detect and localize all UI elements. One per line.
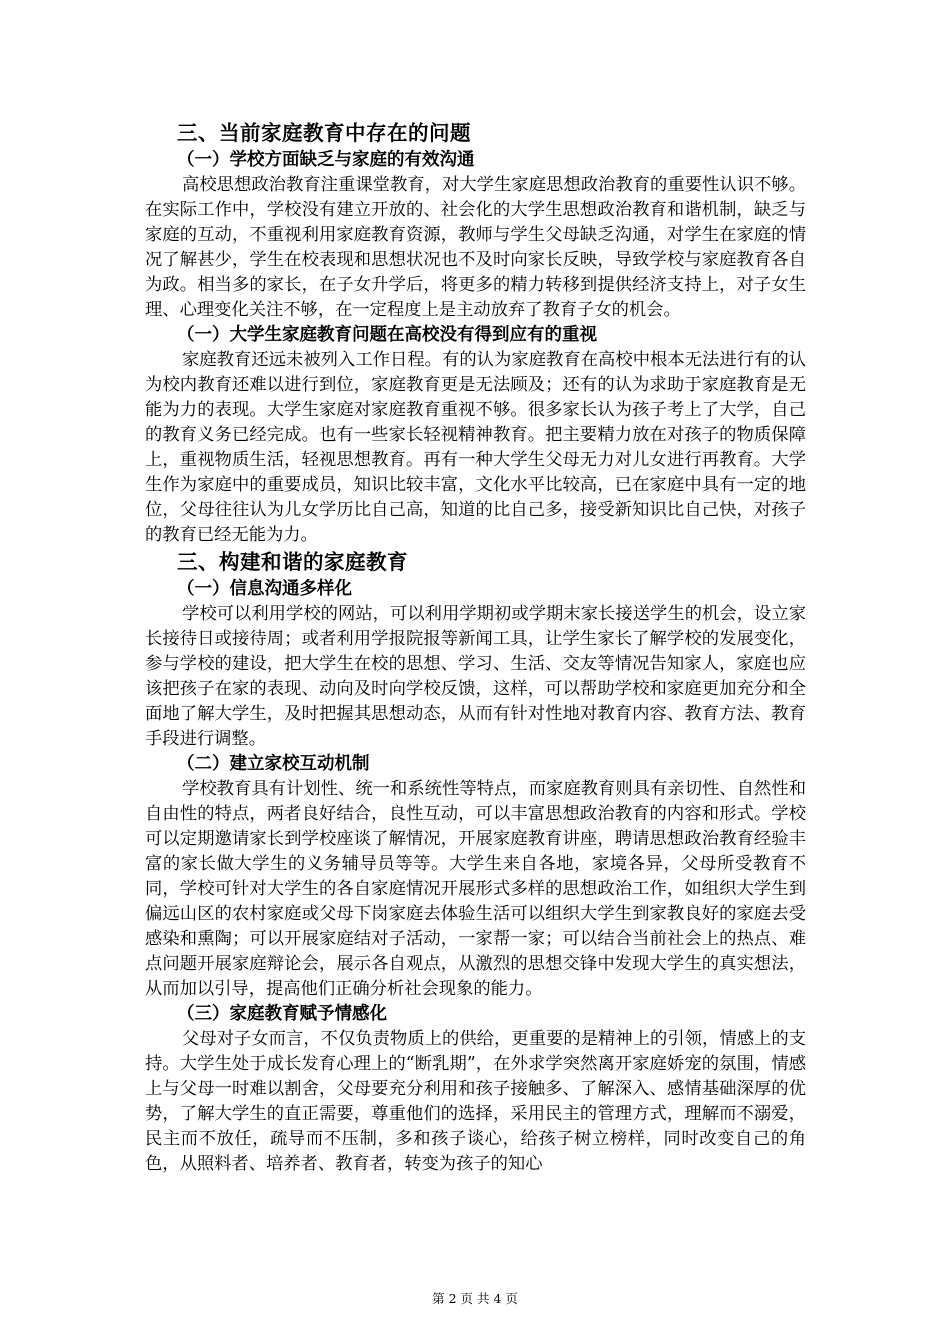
paragraph: 学校可以利用学校的网站，可以利用学期初或学期末家长接送学生的机会，设立家长接待日或接待周；或者利用学报院报等新闻工具，让学生家长了解学校的发展变化，参与学校的建设，把大学生在校的思想、学习、生活、交友等情况告知家人，家庭也应该把孩子在家的表现、动向及时向学校反馈，这样，可以帮助学校和家庭更加充分和全面地了解大学生，及时把握其思想动态，从而有针对性地对教育内容、教育方法、教育手段进行调整。 — [145, 604, 806, 749]
subsection-heading: （一）大学生家庭教育问题在高校没有得到应有的重视 — [177, 325, 597, 345]
subsection-heading: （三）家庭教育赋予情感化 — [177, 1004, 387, 1024]
subsection-heading: （二）建立家校互动机制 — [177, 754, 370, 774]
paragraph: 父母对子女而言，不仅负责物质上的供给，更重要的是精神上的引领，情感上的支持。大学生处于成长发育心理上的“断乳期”，在外求学突然离开家庭娇宠的氛围，情感上与父母一时难以割舍，父母要充分利用和孩子接触多、了解深入、感情基础深厚的优势，了解大学生的直正需要，尊重他们的选择，采用民主的管理方式，理解而不溺爱，民主而不放任，疏导而不压制，多和孩子谈心，给孩子树立榜样，同时改变自己的角色，从照料者、培养者、教育者，转变为孩子的知心 — [145, 1029, 806, 1174]
subsection-heading: （一）信息沟通多样化 — [177, 579, 352, 599]
section-heading: 三、构建和谐的家庭教育 — [177, 550, 408, 574]
paragraph: 学校教育具有计划性、统一和系统性等特点，而家庭教育则具有亲切性、自然性和自由性的特点，两者良好结合，良性互动，可以丰富思想政治教育的内容和形式。学校可以定期邀请家长到学校座谈了解情况，开展家庭教育讲座，聘请思想政治教育经验丰富的家长做大学生的义务辅导员等等。大学生来自各地，家境各异，父母所受教育不同，学校可针对大学生的各自家庭情况开展形式多样的思想政治工作，如组织大学生到偏远山区的农村家庭或父母下岗家庭去体验生活可以组织大学生到家教良好的家庭去受感染和熏陶；可以开展家庭结对子活动，一家帮一家；可以结合当前社会上的热点、难点问题开展家庭辩论会，展示各自观点，从激烈的思想交锋中发现大学生的真实想法，从而加以引导，提高他们正确分析社会现象的能力。 — [145, 779, 806, 999]
page-number-footer: 第 2 页 共 4 页 — [432, 1291, 518, 1306]
subsection-heading: （一）学校方面缺乏与家庭的有效沟通 — [177, 150, 475, 170]
document-body — [145, 119, 806, 1177]
paragraph: 家庭教育还远未被列入工作日程。有的认为家庭教育在高校中根本无法进行有的认为校内教育还难以进行到位，家庭教育更是无法顾及；还有的认为求助于家庭教育是无能为力的表现。大学生家庭对家庭教育重视不够。很多家长认为孩子考上了大学，自己的教育义务已经完成。也有一些家长轻视精神教育。把主要精力放在对孩子的物质保障上，重视物质生活，轻视思想教育。再有一种大学生父母无力对儿女进行再教育。大学生作为家庭中的重要成员，知识比较丰富，文化水平比较高，已在家庭中具有一定的地位，父母往往认为儿女学历比自己高，知道的比自己多，接受新知识比自己快，对孩子的教育已经无能为力。 — [145, 350, 806, 545]
paragraph: 高校思想政治教育注重课堂教育，对大学生家庭思想政治教育的重要性认识不够。在实际工作中，学校没有建立开放的、社会化的大学生思想政治教育和谐机制，缺乏与家庭的互动，不重视利用家庭教育资源，教师与学生父母缺乏沟通，对学生在家庭的情况了解甚少，学生在校表现和思想状况也不及时向家长反映，导致学校与家庭教育各自为政。相当多的家长，在子女升学后，将更多的精力转移到提供经济支持上，对子女生理、心理变化关注不够，在一定程度上是主动放弃了教育子女的机会。 — [145, 175, 806, 320]
section-heading: 三、当前家庭教育中存在的问题 — [177, 121, 471, 145]
